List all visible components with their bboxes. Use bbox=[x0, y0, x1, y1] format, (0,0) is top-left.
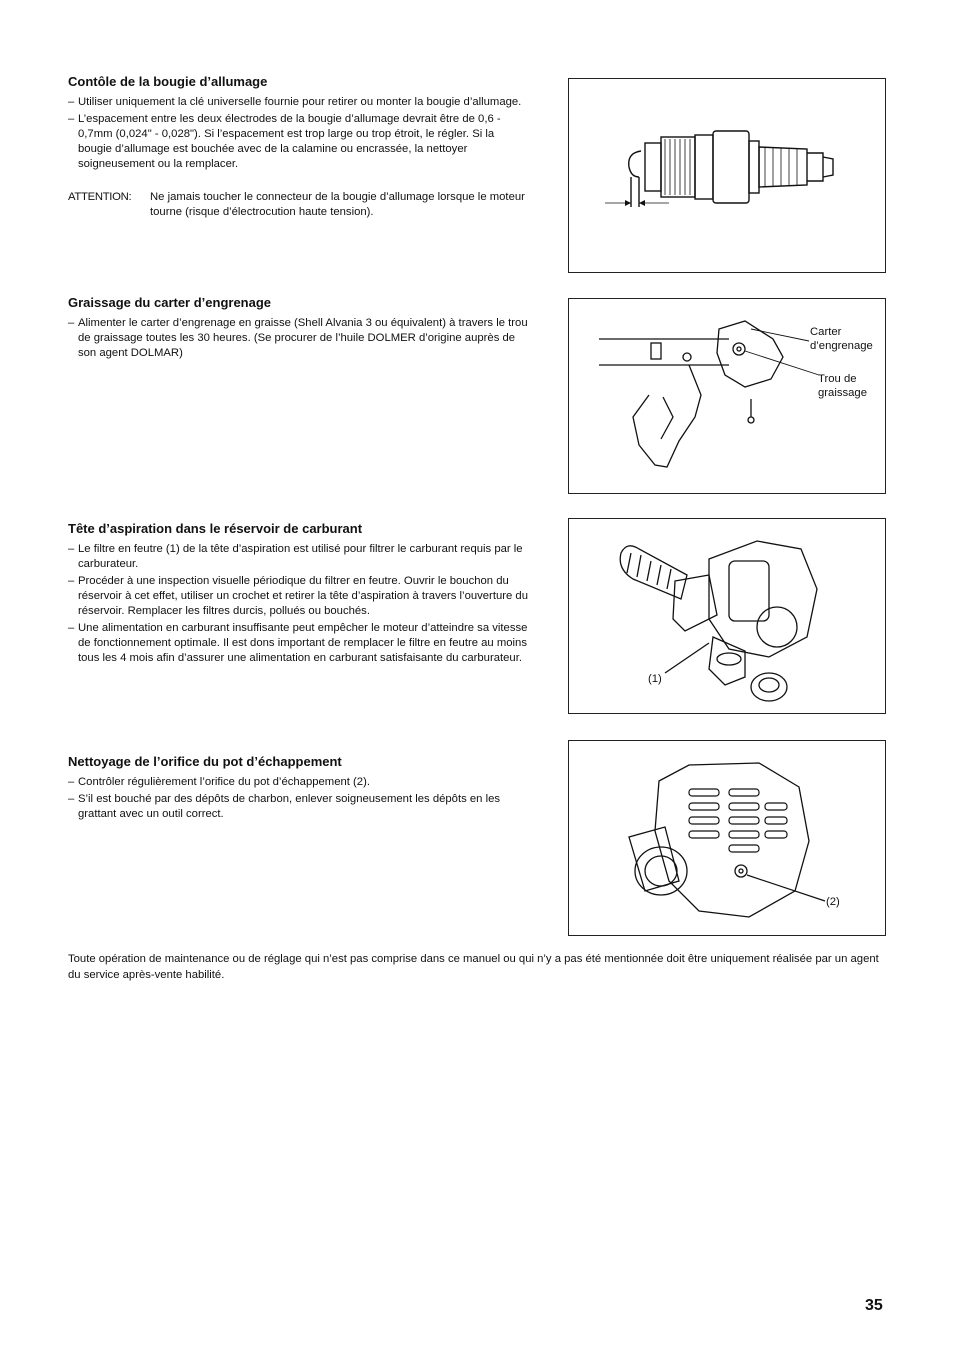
section-heading: Contôle de la bougie d’allumage bbox=[68, 74, 268, 89]
list-item: – L’espacement entre les deux électrodes de la bougie d’allumage devrait être de 0,6 - 0,7mm (0,024" - 0,028"). Si l’espacement est trop large ou trop étroit, le régler. Si la bougie d’allumage est bouchée avec de la calamine ou encrassée, la nettoyer soigneusement ou la remplacer. bbox=[68, 112, 528, 172]
spark-plug-illustration bbox=[568, 78, 886, 273]
footer-note: Toute opération de maintenance ou de réglage qui n’est pas comprise dans ce manuel ou qui n’y a pas été mentionnée doit être uniquement réalisée par un agent du service après-vente habilité. bbox=[68, 953, 879, 981]
bullet-list bbox=[68, 316, 528, 361]
list-item: – Procéder à une inspection visuelle périodique du filtrer en feutre. Ouvrir le bouchon du réservoir à cet effet, utiliser un crochet et retirer la tête d’aspiration à travers l’ouverture du réservoir. Remplacer les filtres durcis, pollués ou bouchés. bbox=[68, 574, 528, 619]
label-carter: Carter d’engrenage bbox=[810, 326, 873, 352]
section-heading: Graissage du carter d’engrenage bbox=[68, 295, 272, 310]
label-trou: Trou de graissage bbox=[818, 373, 867, 399]
attention-label: ATTENTION: bbox=[68, 191, 132, 203]
callout-felt-filter: (1) bbox=[648, 673, 662, 685]
attention-text: Ne jamais toucher le connecteur de la bougie d’allumage lorsque le moteur tourne (risque d’électrocution haute tension). bbox=[150, 191, 525, 218]
list-item: – Alimenter le carter d’engrenage en graisse (Shell Alvania 3 ou équivalent) à travers le trou de graissage toutes les 30 heures. (Se procurer de l’huile DOLMER d’origine auprès de son agent DOLMAR) bbox=[68, 316, 528, 361]
muffler-illustration bbox=[568, 740, 886, 936]
fuel-tank-drawing bbox=[569, 519, 885, 713]
fuel-suction-illustration bbox=[568, 518, 886, 714]
bullet-list bbox=[68, 775, 528, 822]
section-heading: Nettoyage de l’orifice du pot d’échappement bbox=[68, 754, 342, 769]
page-number: 35 bbox=[865, 1297, 883, 1314]
section-spark-plug bbox=[68, 74, 528, 220]
bullet-list bbox=[68, 542, 528, 666]
list-item: – Utiliser uniquement la clé universelle fournie pour retirer ou monter la bougie d’allumage. bbox=[68, 95, 528, 110]
section-heading: Tête d’aspiration dans le réservoir de carburant bbox=[68, 521, 363, 536]
section-suction-head bbox=[68, 521, 528, 668]
section-gear-lubrication bbox=[68, 295, 528, 363]
list-item: – S’il est bouché par des dépôts de charbon, enlever soigneusement les dépôts en les grattant avec un outil correct. bbox=[68, 792, 528, 822]
callout-gear-case bbox=[810, 325, 886, 353]
callout-exhaust-outlet: (2) bbox=[826, 896, 840, 908]
list-item: – Le filtre en feutre (1) de la tête d’aspiration est utilisé pour filtrer le carburant requis par le carburateur. bbox=[68, 542, 528, 572]
list-item: – Une alimentation en carburant insuffisante peut empêcher le moteur d’atteindre sa vitesse de fonctionnement optimale. Il est dons important de remplacer le filtre en feutre au moins tous les 4 mois afin d’assurer une alimentation en carburant satisfaisante du carburateur. bbox=[68, 621, 528, 666]
gear-case-illustration bbox=[568, 298, 886, 494]
bullet-list bbox=[68, 95, 528, 172]
callout-grease-hole bbox=[818, 372, 882, 400]
section-muffler bbox=[68, 754, 528, 824]
spark-plug-drawing bbox=[569, 79, 885, 272]
attention-note bbox=[68, 190, 528, 220]
list-item: – Contrôler régulièrement l’orifice du pot d’échappement (2). bbox=[68, 775, 528, 790]
